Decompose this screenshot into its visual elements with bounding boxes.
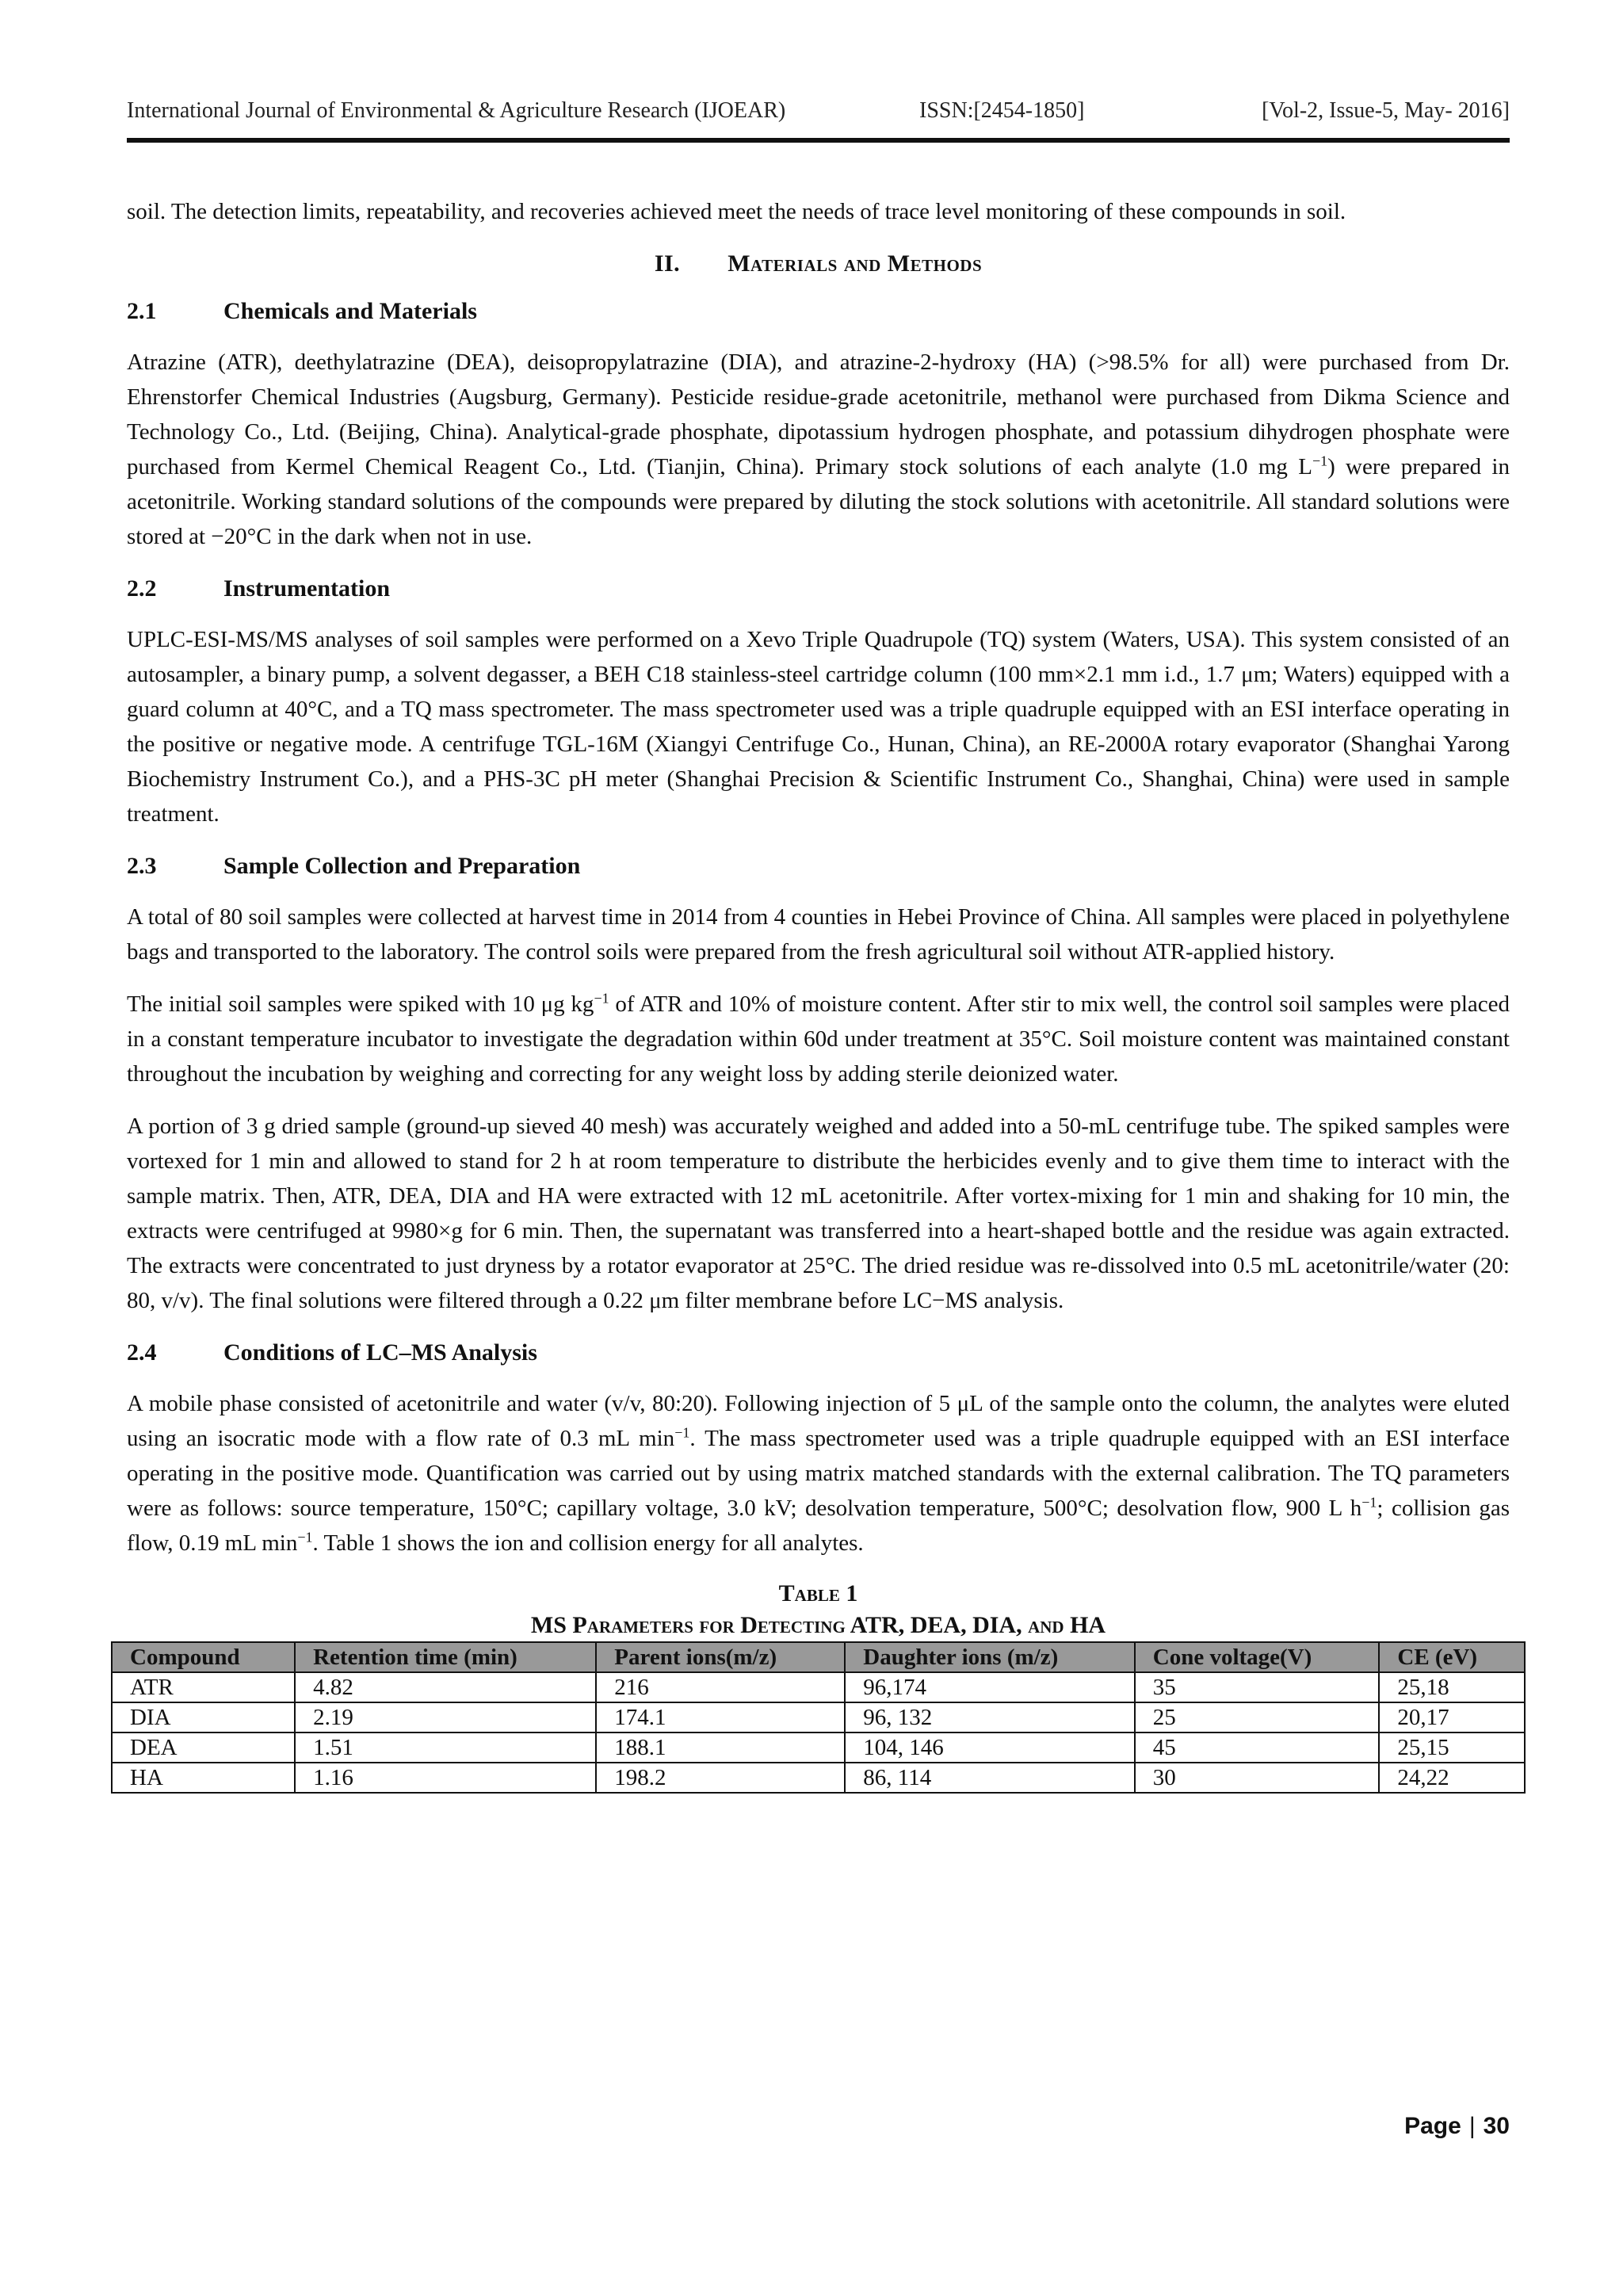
table-cell: 174.1 (596, 1702, 845, 1733)
subsection-title: Instrumentation (223, 575, 391, 602)
table-cell: 20,17 (1379, 1702, 1525, 1733)
volume-info: [Vol-2, Issue-5, May- 2016] (1262, 98, 1510, 123)
table-cell: 198.2 (596, 1763, 845, 1793)
table-row (112, 1733, 1525, 1763)
issn: ISSN:[2454-1850] (919, 98, 1085, 123)
table-cell: 86, 114 (845, 1763, 1134, 1793)
journal-name: International Journal of Environmental & Agriculture Research (IJOEAR) (127, 98, 786, 123)
table-cell: 25 (1135, 1702, 1380, 1733)
table-cell: 4.82 (295, 1672, 596, 1702)
table-header-cell: Retention time (min) (295, 1642, 596, 1672)
table-row (112, 1672, 1525, 1702)
section-heading (127, 246, 1510, 281)
intro-paragraph: soil. The detection limits, repeatability, and recoveries achieved meet the needs of trace level monitoring of these compounds in soil. (127, 199, 1346, 224)
table-cell: 25,15 (1379, 1733, 1525, 1763)
page-footer (1404, 2113, 1510, 2140)
subsection-heading (127, 849, 1510, 884)
table-cell: 2.19 (295, 1702, 596, 1733)
paragraph: A mobile phase consisted of acetonitrile and water (v/v, 80:20). Following injection of 5 μL of the sample onto the column, the analytes were eluted using an isocratic mode with a flow rate of 0.3 mL $\min^{-1}$. The mass spectrometer used was a triple quadruple equipped with an ESI interface operating in the positive mode. Quantification was carried out by using matrix matched standards with the external calibration. The TQ parameters were as follows: source temperature, 150°C; capillary voltage, 3.0 kV; desolvation temperature, 500°C; desolvation flow, 900 L $h^{-1}$; collision gas flow, 0.19 mL $\min^{-1}$. Table 1 shows the ion and collision energy for all analytes. (127, 1391, 1510, 1556)
table-row (112, 1763, 1525, 1793)
paragraph: The initial soil samples were spiked with 10 μg $kg^{-1}$ of ATR and 10% of moisture content. After stir to mix well, the control soil samples were placed in a constant temperature incubator to investigate the degradation within 60d under treatment at 35°C. Soil moisture content was maintained constant throughout the incubation by weighing and correcting for any weight loss by adding sterile deionized water. (127, 990, 1510, 1087)
subsection-title: Sample Collection and Preparation (223, 853, 581, 879)
table-cell: 188.1 (596, 1733, 845, 1763)
table-cell: 24,22 (1379, 1763, 1525, 1793)
table-cell: 1.51 (295, 1733, 596, 1763)
page-label: Page (1404, 2113, 1461, 2139)
section-number: II. (654, 250, 681, 277)
table-cell: HA (112, 1763, 295, 1793)
subsection-number: 2.4 (127, 1339, 157, 1366)
running-header (127, 98, 1510, 130)
table-label: Table 1 (778, 1580, 858, 1606)
table-cell: 25,18 (1379, 1672, 1525, 1702)
table-cell: 96, 132 (845, 1702, 1134, 1733)
table-header-cell: Parent ions(m/z) (596, 1642, 845, 1672)
subsection-title: Conditions of LC–MS Analysis (223, 1339, 537, 1366)
table-cell: 96,174 (845, 1672, 1134, 1702)
paragraph: UPLC-ESI-MS/MS analyses of soil samples were performed on a Xevo Triple Quadrupole (TQ) system (Waters, USA). This system consisted of an autosampler, a binary pump, a solvent degasser, a BEH C18 stainless-steel cartridge column (100 mm×2.1 mm i.d., 1.7 μm; Waters) equipped with a guard column at 40°C, and a TQ mass spectrometer. The mass spectrometer used was a triple quadruple equipped with an ESI interface operating in the positive or negative mode. A centrifuge TGL-16M (Xiangyi Centrifuge Co., Hunan, China), an RE-2000A rotary evaporator (Shanghai Yarong Biochemistry Instrument Co.), and a PHS-3C pH meter (Shanghai Precision & Scientific Instrument Co., Shanghai, China) were used in sample treatment. (127, 627, 1510, 827)
table-header-cell: CE (eV) (1379, 1642, 1525, 1672)
footer-divider: | (1468, 2113, 1476, 2139)
header-rule (127, 138, 1510, 143)
subsection-title: Chemicals and Materials (223, 298, 477, 324)
subsection-number: 2.1 (127, 298, 157, 324)
subsection-number: 2.3 (127, 853, 157, 879)
table-cell: 1.16 (295, 1763, 596, 1793)
paragraph: A portion of 3 g dried sample (ground-up sieved 40 mesh) was accurately weighed and added into a 50-mL centrifuge tube. The spiked samples were vortexed for 1 min and allowed to stand for 2 h at room temperature to distribute the herbicides evenly and to give them time to interact with the sample matrix. Then, ATR, DEA, DIA and HA were extracted with 12 mL acetonitrile. After vortex-mixing for 1 min and shaking for 10 min, the extracts were centrifuged at 9980×g for 6 min. Then, the supernatant was transferred into a heart-shaped bottle and the residue was again extracted. The extracts were concentrated to just dryness by a rotator evaporator at 25°C. The dried residue was re-dissolved into 0.5 mL acetonitrile/water (20: 80, v/v). The final solutions were filtered through a 0.22 μm filter membrane before LC−MS analysis. (127, 1114, 1510, 1313)
table-cell: 216 (596, 1672, 845, 1702)
table-header-row (112, 1642, 1525, 1672)
table-cell: 35 (1135, 1672, 1380, 1702)
subsection-heading (127, 294, 1510, 329)
table-header-cell: Daughter ions (m/z) (845, 1642, 1134, 1672)
table-cell: ATR (112, 1672, 295, 1702)
table-row (112, 1702, 1525, 1733)
paragraph: Atrazine (ATR), deethylatrazine (DEA), deisopropylatrazine (DIA), and atrazine-2-hydroxy (HA) (>98.5% for all) were purchased from Dr. Ehrenstorfer Chemical Industries (Augsburg, Germany). Pesticide residue-grade acetonitrile, methanol were purchased from Dikma Science and Technology Co., Ltd. (Beijing, China). Analytical-grade phosphate, dipotassium hydrogen phosphate, and potassium dihydrogen phosphate were purchased from Kermel Chemical Reagent Co., Ltd. (Tianjin, China). Primary stock solutions of each analyte (1.0 mg $L^{-1}$) were prepared in acetonitrile. Working standard solutions of the compounds were prepared by diluting the stock solutions with acetonitrile. All standard solutions were stored at −20°C in the dark when not in use. (127, 350, 1510, 549)
subsection-heading (127, 571, 1510, 606)
page-number: 30 (1483, 2113, 1510, 2139)
table-header-cell: Cone voltage(V) (1135, 1642, 1380, 1672)
table-cell: DIA (112, 1702, 295, 1733)
table-cell: 30 (1135, 1763, 1380, 1793)
subsection-heading (127, 1335, 1510, 1370)
ms-parameters-table (111, 1641, 1526, 1794)
table-cell: DEA (112, 1733, 295, 1763)
table-cell: 104, 146 (845, 1733, 1134, 1763)
page-content (127, 194, 1510, 1794)
section-title: Materials and Methods (727, 250, 983, 277)
subsection-number: 2.2 (127, 575, 157, 602)
paragraph: A total of 80 soil samples were collected at harvest time in 2014 from 4 counties in Hebei Province of China. All samples were placed in polyethylene bags and transported to the laboratory. The control soils were prepared from the fresh agricultural soil without ATR-applied history. (127, 904, 1510, 965)
table-cell: 45 (1135, 1733, 1380, 1763)
table-header-cell: Compound (112, 1642, 295, 1672)
table-caption: MS Parameters for Detecting ATR, DEA, DIA, and HA (530, 1612, 1106, 1638)
